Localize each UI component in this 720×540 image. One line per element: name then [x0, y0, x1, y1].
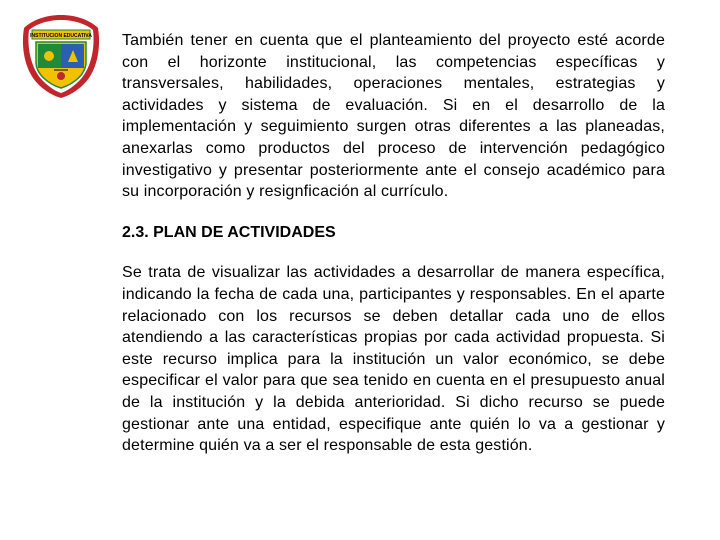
svg-text:INSTITUCION EDUCATIVA: INSTITUCION EDUCATIVA	[30, 33, 92, 39]
section-heading: 2.3. PLAN DE ACTIVIDADES	[122, 223, 336, 241]
institution-crest-icon	[18, 12, 104, 98]
institution-logo	[18, 12, 104, 98]
paragraph-intro: También tener en cuenta que el planteamiento del proyecto esté acorde con el horizonte institucional, las competencias específicas y transversales, habilidades, operaciones mentales, estrategias y actividades y sistema de evaluación. Si en el desarrollo de la implementación y seguimiento surgen otras diferentes a las planeadas, anexarlas como productos del proceso de intervención pedagógico investigativo y presentar posteriormente ante el consejo académico para su incorporación y resignficación al currículo.	[122, 32, 665, 201]
paragraph-plan-actividades: Se trata de visualizar las actividades a desarrollar de manera específica, indicando la fecha de cada una, participantes y responsables. En el aparte relacionado con los recursos se deben detallar cada uno de ellos atendiendo a las características propias por cada actividad propuesta. Si este recurso implica para la institución un valor económico, se debe especificar el valor para que sea tenido en cuenta en el presupuesto anual de la institución y la debida anterioridad. Si dicho recurso se puede gestionar ante una entidad, especifique ante quién lo va a gestionar y determine quién va a ser el responsable de esta gestión.	[122, 264, 665, 455]
document-body	[122, 30, 665, 457]
